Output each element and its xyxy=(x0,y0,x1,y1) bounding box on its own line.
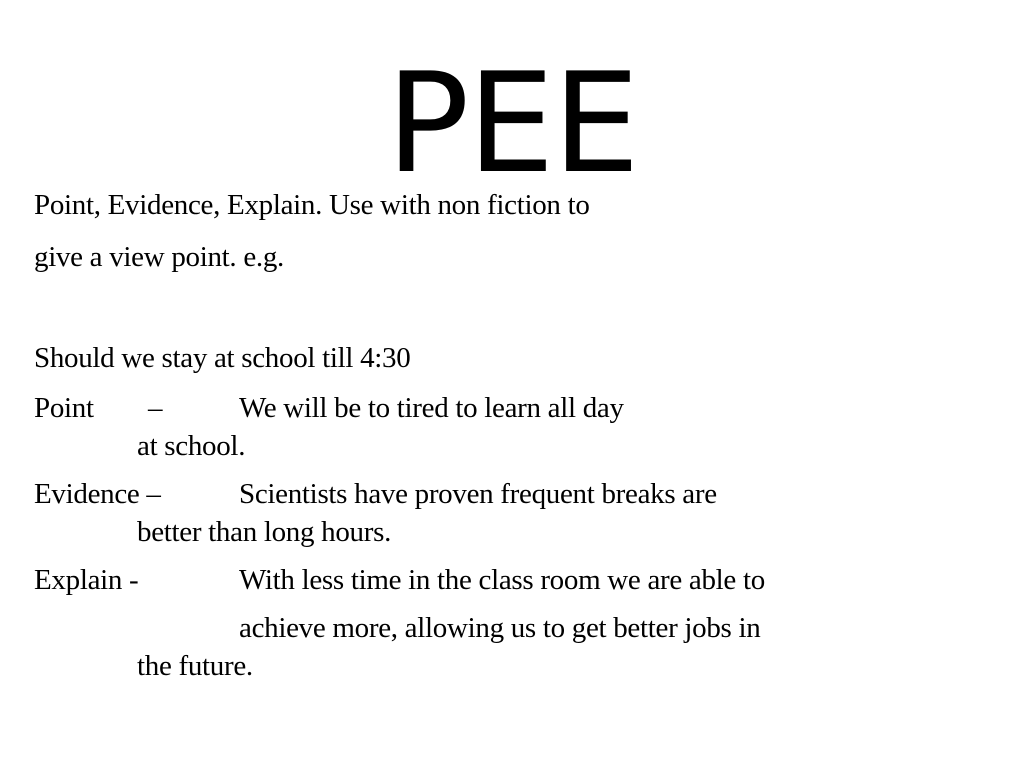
example-question: Should we stay at school till 4:30 xyxy=(34,342,411,374)
evidence-text: Scientists have proven frequent breaks are xyxy=(239,478,717,510)
evidence-label: Evidence – xyxy=(34,478,161,510)
point-label: Point xyxy=(34,392,94,424)
point-text: We will be to tired to learn all day xyxy=(239,392,624,424)
slide-title: PEE xyxy=(386,43,638,204)
evidence-continuation: better than long hours. xyxy=(137,516,392,548)
explain-label: Explain - xyxy=(34,564,139,596)
intro-line-1: Point, Evidence, Explain. Use with non fiction to xyxy=(34,189,590,221)
point-continuation: at school. xyxy=(137,430,246,462)
explain-continuation: the future. xyxy=(137,650,253,682)
explain-text-1: With less time in the class room we are able to xyxy=(239,564,765,596)
explain-text-2: achieve more, allowing us to get better jobs in xyxy=(239,612,761,644)
point-dash: – xyxy=(148,392,163,424)
intro-line-2: give a view point. e.g. xyxy=(34,241,285,273)
